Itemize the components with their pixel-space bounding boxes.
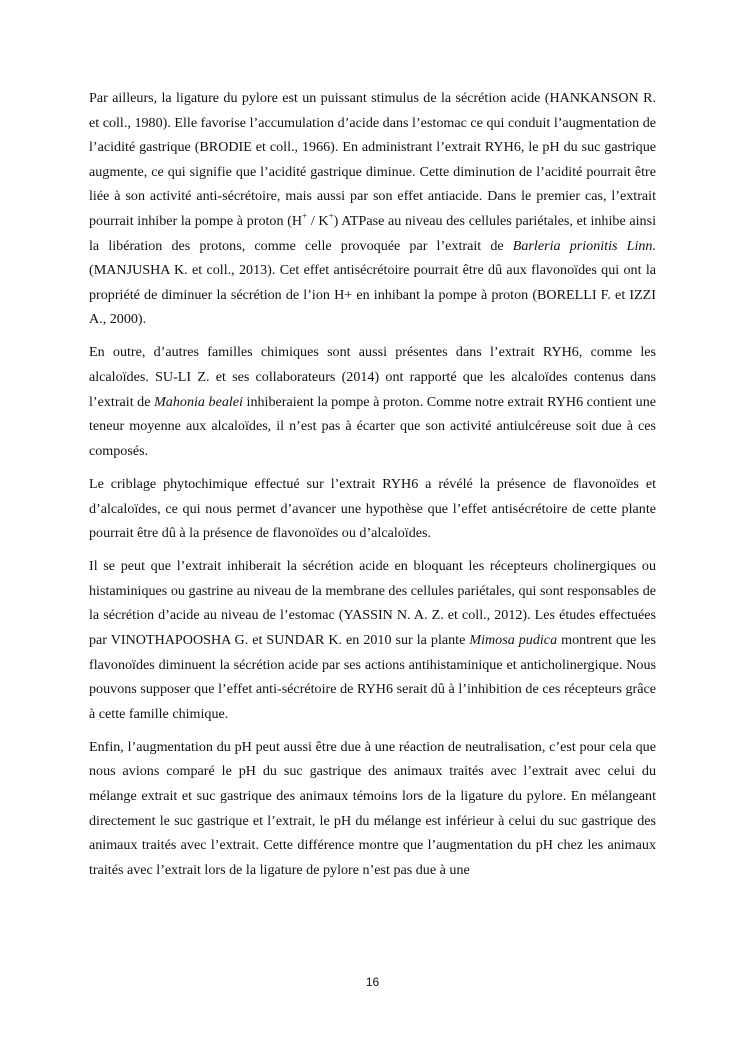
page-number: 16 [365, 975, 380, 989]
paragraph-pylore-ligation: Par ailleurs, la ligature du pylore est un puissant stimulus de la sécrétion acide (HANKANSON R. et coll., 1980). Elle favorise l’accumulation d’acide dans l’estomac ce qui conduit l’augmentation de l’acidité gastrique (BRODIE et coll., 1966). En administrant l’extrait RYH6, le pH du suc gastrique augmente, ce qui signifie que l’acidité gastrique diminue. Cette diminution de l’acidité pourrait être liée à son activité anti-sécrétoire, mais aussi par son effet antiacide. Dans le premier cas, l’extrait pourrait inhiber la pompe à proton (H+ / K+) ATPase au niveau des cellules pariétales, et inhibe ainsi la libération des protons, comme celle provoquée par l’extrait de Barleria prionitis Linn. (MANJUSHA K. et coll., 2013). Cet effet antisécrétoire pourrait être dû aux flavonoïdes qui ont la propriété de diminuer la sécrétion de l’ion H+ en inhibant la pompe à proton (BORELLI F. et IZZI A., 2000). [89, 90, 656, 328]
paragraph-phytochemical-screening: Le criblage phytochimique effectué sur l’extrait RYH6 a révélé la présence de flavonoïdes et d’alcaloïdes, ce qui nous permet d’avancer une hypothèse que l’effet antisécrétoire de cette plante pourrait être dû à la présence de flavonoïdes ou d’alcaloïdes. [89, 475, 656, 542]
paragraph-receptors: Il se peut que l’extrait inhiberait la sécrétion acide en bloquant les récepteurs cholinergiques ou histaminiques ou gastrine au niveau de la membrane des cellules pariétales, qui sont responsables de la sécrétion d’acide au niveau de l’estomac (YASSIN N. A. Z. et coll., 2012). Les études effectuées par VINOTHAPOOSHA G. et SUNDAR K. en 2010 sur la plante Mimosa pudica montrent que les flavonoïdes diminuent la sécrétion acide par ses actions antihistaminique et anticholinergique. Nous pouvons supposer que l’effet anti-sécrétoire de RYH6 serait dû à l’inhibition de ces récepteurs grâce à cette famille chimique. [89, 558, 656, 722]
paragraph-alkaloids: En outre, d’autres familles chimiques sont aussi présentes dans l’extrait RYH6, comme les alcaloïdes. SU-LI Z. et ses collaborateurs (2014) ont rapporté que les alcaloïdes contenus dans l’extrait de Mahonia bealei inhiberaient la pompe à proton. Comme notre extrait RYH6 contient une teneur moyenne aux alcaloïdes, il n’est pas à écarter que son activité antiulcéreuse soit due à ces composés. [89, 344, 657, 459]
document-body [89, 86, 656, 891]
paragraph-neutralisation: Enfin, l’augmentation du pH peut aussi être due à une réaction de neutralisation, c’est pour cela que nous avions comparé le pH du suc gastrique des animaux traités avec l’extrait avec celui du mélange extrait et suc gastrique des animaux témoins lors de la ligature du pylore. En mélangeant directement le suc gastrique et l’extrait, le pH du mélange est inférieur à celui du suc gastrique des animaux traités avec l’extrait. Cette différence montre que l’augmentation du pH chez les animaux traités avec l’extrait lors de la ligature de pylore n’est pas due à une [89, 738, 656, 878]
